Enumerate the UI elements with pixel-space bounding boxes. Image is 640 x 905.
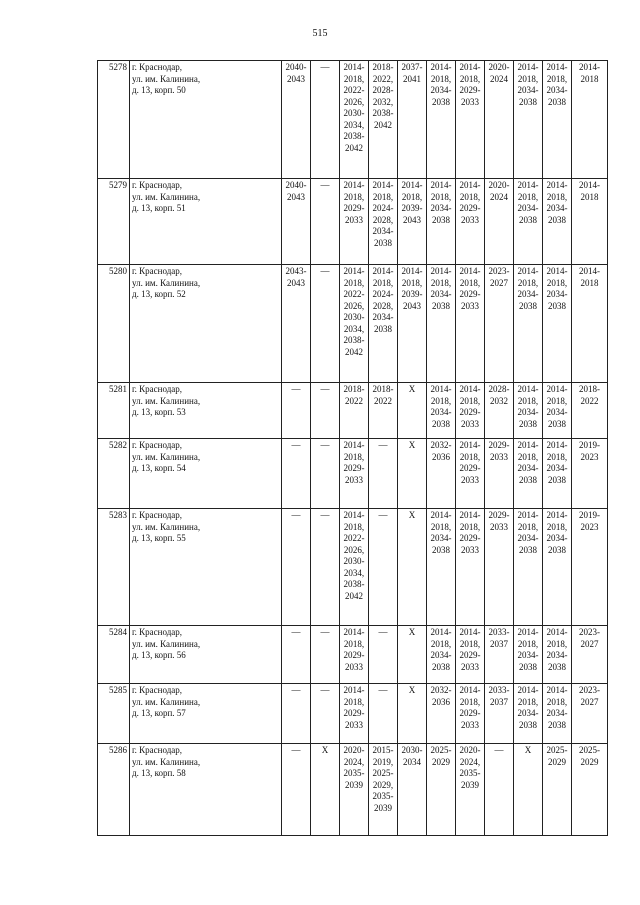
schedule-cell: 2014- 2018, 2034- 2038 bbox=[427, 383, 456, 439]
schedule-cell: 2014- 2018, 2029- 2033 bbox=[340, 439, 369, 509]
address-line: г. Краснодар, bbox=[132, 510, 183, 520]
schedule-cell: 2014- 2018, 2034- 2038 bbox=[543, 684, 572, 744]
address-line: г. Краснодар, bbox=[132, 745, 183, 755]
schedule-cell: — bbox=[311, 265, 340, 383]
schedule-cell: — bbox=[282, 509, 311, 626]
schedule-cell: 2014- 2018, 2039- 2043 bbox=[398, 265, 427, 383]
schedule-cell: 2014- 2018, 2034- 2038 bbox=[427, 61, 456, 179]
schedule-cell: 2014- 2018, 2029- 2033 bbox=[340, 626, 369, 684]
address-line: д. 13, корп. 53 bbox=[132, 407, 186, 417]
table-row bbox=[98, 439, 608, 509]
row-number: 5278 bbox=[98, 61, 130, 179]
address-line: ул. им. Калинина, bbox=[132, 638, 201, 649]
address-line: ул. им. Калинина, bbox=[132, 395, 201, 406]
schedule-cell: 2014- 2018, 2034- 2038 bbox=[543, 626, 572, 684]
schedule-cell: X bbox=[398, 684, 427, 744]
table-row bbox=[98, 265, 608, 383]
schedule-cell: — bbox=[369, 684, 398, 744]
schedule-cell: — bbox=[369, 509, 398, 626]
schedule-cell: 2014- 2018 bbox=[572, 265, 608, 383]
address-cell bbox=[130, 626, 282, 684]
address-cell bbox=[130, 383, 282, 439]
table-row bbox=[98, 383, 608, 439]
schedule-cell: — bbox=[311, 179, 340, 265]
schedule-cell: — bbox=[282, 744, 311, 836]
schedule-cell: 2014- 2018, 2034- 2038 bbox=[543, 509, 572, 626]
schedule-cell: — bbox=[311, 509, 340, 626]
schedule-cell: 2014- 2018, 2029- 2033 bbox=[456, 509, 485, 626]
schedule-cell: 2040- 2043 bbox=[282, 179, 311, 265]
address-cell bbox=[130, 684, 282, 744]
schedule-cell: 2014- 2018, 2029- 2033 bbox=[456, 684, 485, 744]
schedule-cell: — bbox=[311, 383, 340, 439]
schedule-cell: 2014- 2018, 2039- 2043 bbox=[398, 179, 427, 265]
schedule-cell: — bbox=[485, 744, 514, 836]
schedule-cell: 2014- 2018, 2034- 2038 bbox=[543, 61, 572, 179]
schedule-cell: 2020- 2024 bbox=[485, 61, 514, 179]
schedule-cell: 2014- 2018, 2034- 2038 bbox=[514, 61, 543, 179]
schedule-cell: 2014- 2018, 2024- 2028, 2034- 2038 bbox=[369, 265, 398, 383]
table-row bbox=[98, 509, 608, 626]
schedule-cell: 2019- 2023 bbox=[572, 439, 608, 509]
schedule-cell: 2033- 2037 bbox=[485, 626, 514, 684]
address-line: ул. им. Калинина, bbox=[132, 277, 201, 288]
address-line: г. Краснодар, bbox=[132, 384, 183, 394]
schedule-cell: 2014- 2018, 2034- 2038 bbox=[543, 383, 572, 439]
schedule-cell: X bbox=[398, 439, 427, 509]
schedule-cell: 2018- 2022 bbox=[340, 383, 369, 439]
address-line: ул. им. Калинина, bbox=[132, 756, 201, 767]
address-line: д. 13, корп. 50 bbox=[132, 85, 186, 95]
address-cell bbox=[130, 265, 282, 383]
schedule-cell: — bbox=[311, 439, 340, 509]
schedule-cell: 2014- 2018, 2029- 2033 bbox=[340, 684, 369, 744]
schedule-cell: 2020- 2024, 2035- 2039 bbox=[340, 744, 369, 836]
schedule-cell: 2018- 2022, 2028- 2032, 2038- 2042 bbox=[369, 61, 398, 179]
table-row bbox=[98, 179, 608, 265]
schedule-cell: — bbox=[311, 61, 340, 179]
address-line: г. Краснодар, bbox=[132, 440, 183, 450]
row-number: 5280 bbox=[98, 265, 130, 383]
schedule-cell: 2014- 2018, 2029- 2033 bbox=[456, 626, 485, 684]
address-line: ул. им. Калинина, bbox=[132, 521, 201, 532]
schedule-cell: 2014- 2018, 2034- 2038 bbox=[543, 265, 572, 383]
schedule-cell: 2043- 2043 bbox=[282, 265, 311, 383]
schedule-cell: 2014- 2018, 2034- 2038 bbox=[514, 684, 543, 744]
table-row bbox=[98, 61, 608, 179]
schedule-cell: 2029- 2033 bbox=[485, 509, 514, 626]
schedule-cell: 2014- 2018, 2034- 2038 bbox=[514, 626, 543, 684]
schedule-cell: 2020- 2024 bbox=[485, 179, 514, 265]
schedule-cell: 2019- 2023 bbox=[572, 509, 608, 626]
schedule-cell: 2014- 2018, 2034- 2038 bbox=[543, 439, 572, 509]
schedule-cell: 2014- 2018, 2029- 2033 bbox=[340, 179, 369, 265]
schedule-cell: — bbox=[282, 626, 311, 684]
schedule-cell: 2014- 2018, 2029- 2033 bbox=[456, 179, 485, 265]
schedule-cell: 2014- 2018, 2029- 2033 bbox=[456, 61, 485, 179]
schedule-cell: 2025- 2029 bbox=[427, 744, 456, 836]
schedule-cell: 2014- 2018 bbox=[572, 179, 608, 265]
address-line: г. Краснодар, bbox=[132, 685, 183, 695]
schedule-cell: 2018- 2022 bbox=[369, 383, 398, 439]
schedule-cell: 2014- 2018, 2034- 2038 bbox=[427, 509, 456, 626]
address-line: ул. им. Калинина, bbox=[132, 696, 201, 707]
address-cell bbox=[130, 61, 282, 179]
schedule-cell: 2014- 2018, 2034- 2038 bbox=[427, 626, 456, 684]
address-line: г. Краснодар, bbox=[132, 627, 183, 637]
address-cell bbox=[130, 744, 282, 836]
schedule-cell: 2014- 2018, 2034- 2038 bbox=[514, 383, 543, 439]
schedule-cell: 2030- 2034 bbox=[398, 744, 427, 836]
schedule-cell: — bbox=[282, 684, 311, 744]
address-line: д. 13, корп. 51 bbox=[132, 203, 186, 213]
schedule-cell: X bbox=[398, 626, 427, 684]
schedule-cell: 2014- 2018, 2022- 2026, 2030- 2034, 2038- 2042 bbox=[340, 61, 369, 179]
schedule-cell: 2014- 2018, 2034- 2038 bbox=[514, 439, 543, 509]
schedule-cell: 2033- 2037 bbox=[485, 684, 514, 744]
schedule-cell: 2032- 2036 bbox=[427, 684, 456, 744]
address-cell bbox=[130, 439, 282, 509]
schedule-cell: 2014- 2018, 2024- 2028, 2034- 2038 bbox=[369, 179, 398, 265]
schedule-cell: 2014- 2018, 2022- 2026, 2030- 2034, 2038- 2042 bbox=[340, 265, 369, 383]
row-number: 5284 bbox=[98, 626, 130, 684]
schedule-cell: 2015- 2019, 2025- 2029, 2035- 2039 bbox=[369, 744, 398, 836]
schedule-cell: 2029- 2033 bbox=[485, 439, 514, 509]
row-number: 5282 bbox=[98, 439, 130, 509]
address-cell bbox=[130, 179, 282, 265]
address-line: д. 13, корп. 54 bbox=[132, 463, 186, 473]
schedule-cell: 2023- 2027 bbox=[572, 626, 608, 684]
schedule-cell: 2023- 2027 bbox=[572, 684, 608, 744]
schedule-cell: 2020- 2024, 2035- 2039 bbox=[456, 744, 485, 836]
schedule-cell: 2014- 2018, 2034- 2038 bbox=[427, 179, 456, 265]
schedule-cell: 2014- 2018, 2034- 2038 bbox=[427, 265, 456, 383]
schedule-cell: 2025- 2029 bbox=[572, 744, 608, 836]
schedule-cell: X bbox=[398, 383, 427, 439]
schedule-cell: 2014- 2018 bbox=[572, 61, 608, 179]
address-line: д. 13, корп. 57 bbox=[132, 708, 186, 718]
address-line: ул. им. Калинина, bbox=[132, 73, 201, 84]
address-line: д. 13, корп. 56 bbox=[132, 650, 186, 660]
row-number: 5279 bbox=[98, 179, 130, 265]
address-cell bbox=[130, 509, 282, 626]
schedule-cell: 2037- 2041 bbox=[398, 61, 427, 179]
schedule-cell: — bbox=[369, 626, 398, 684]
schedule-cell: 2014- 2018, 2034- 2038 bbox=[514, 179, 543, 265]
schedule-cell: 2014- 2018, 2029- 2033 bbox=[456, 439, 485, 509]
schedule-cell: 2023- 2027 bbox=[485, 265, 514, 383]
schedule-cell: 2014- 2018, 2029- 2033 bbox=[456, 383, 485, 439]
page-number: 515 bbox=[312, 28, 328, 39]
table-row bbox=[98, 626, 608, 684]
schedule-cell: — bbox=[282, 439, 311, 509]
table-row bbox=[98, 744, 608, 836]
schedule-cell: X bbox=[311, 744, 340, 836]
address-line: ул. им. Калинина, bbox=[132, 191, 201, 202]
address-line: г. Краснодар, bbox=[132, 266, 183, 276]
schedule-cell: X bbox=[398, 509, 427, 626]
row-number: 5283 bbox=[98, 509, 130, 626]
schedule-cell: 2040- 2043 bbox=[282, 61, 311, 179]
schedule-cell: 2014- 2018, 2034- 2038 bbox=[514, 265, 543, 383]
row-number: 5285 bbox=[98, 684, 130, 744]
schedule-cell: 2028- 2032 bbox=[485, 383, 514, 439]
schedule-cell: 2032- 2036 bbox=[427, 439, 456, 509]
row-number: 5281 bbox=[98, 383, 130, 439]
schedule-cell: — bbox=[311, 684, 340, 744]
address-line: д. 13, корп. 52 bbox=[132, 289, 186, 299]
address-line: г. Краснодар, bbox=[132, 62, 183, 72]
address-line: д. 13, корп. 58 bbox=[132, 768, 186, 778]
schedule-cell: — bbox=[311, 626, 340, 684]
address-line: ул. им. Калинина, bbox=[132, 451, 201, 462]
schedule-cell: 2014- 2018, 2034- 2038 bbox=[543, 179, 572, 265]
row-number: 5286 bbox=[98, 744, 130, 836]
schedule-cell: 2018- 2022 bbox=[572, 383, 608, 439]
table-row bbox=[98, 684, 608, 744]
schedule-cell: — bbox=[282, 383, 311, 439]
address-line: г. Краснодар, bbox=[132, 180, 183, 190]
schedule-cell: 2014- 2018, 2022- 2026, 2030- 2034, 2038- 2042 bbox=[340, 509, 369, 626]
schedule-cell: 2025- 2029 bbox=[543, 744, 572, 836]
schedule-cell: X bbox=[514, 744, 543, 836]
address-line: д. 13, корп. 55 bbox=[132, 533, 186, 543]
schedule-cell: 2014- 2018, 2029- 2033 bbox=[456, 265, 485, 383]
schedule-cell: — bbox=[369, 439, 398, 509]
housing-schedule-table bbox=[97, 60, 608, 836]
schedule-cell: 2014- 2018, 2034- 2038 bbox=[514, 509, 543, 626]
